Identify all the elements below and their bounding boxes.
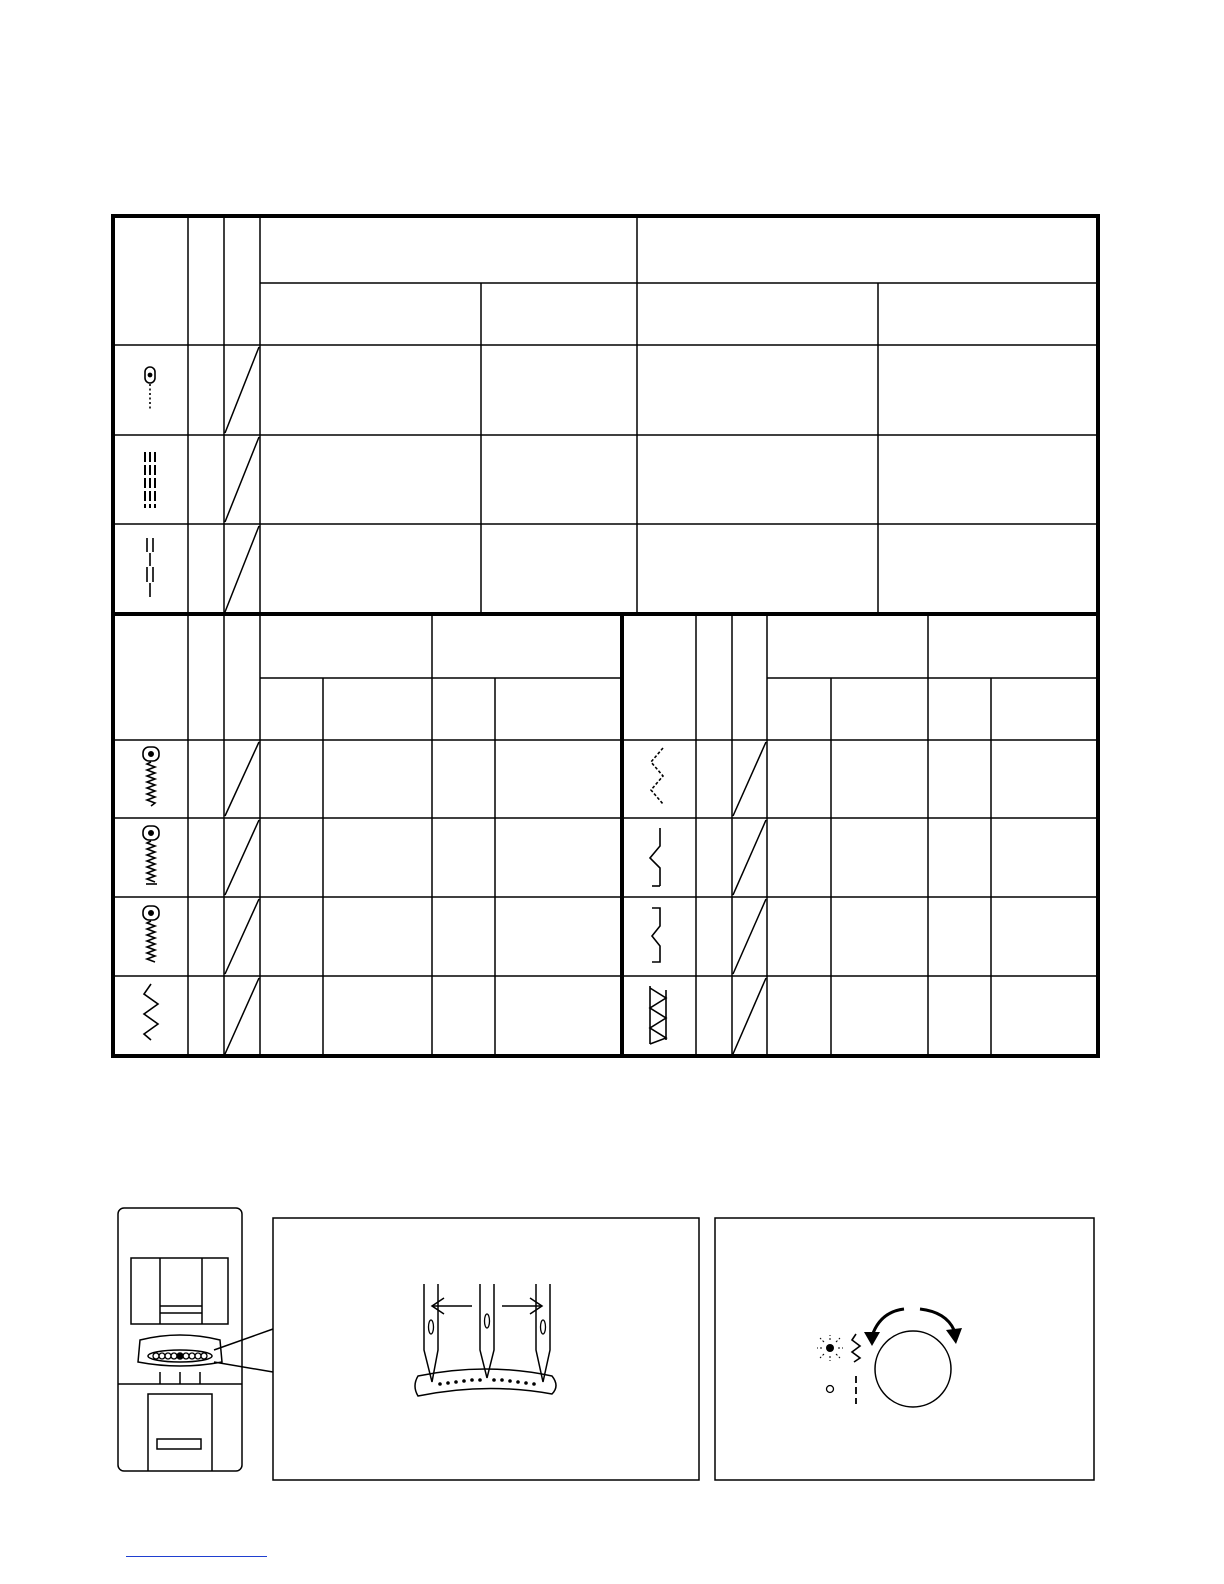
triple-straight-stitch-icon (145, 452, 155, 508)
zigzag-buttonhole-keyhole-icon (143, 747, 159, 806)
blind-hem-left-icon (650, 828, 660, 886)
three-step-zigzag-icon (651, 748, 663, 804)
footer-link[interactable] (126, 1556, 267, 1557)
triangle-overlock-icon (650, 986, 666, 1044)
stitch-width-dial-icon (715, 1218, 1094, 1480)
blind-hem-right-icon (652, 908, 660, 962)
stretch-straight-stitch-icon (147, 538, 153, 597)
lower-table (113, 614, 1098, 1056)
zigzag-buttonhole-rounded-icon (143, 906, 159, 962)
needle-position-icon (273, 1218, 699, 1480)
presser-foot-icon (118, 1208, 273, 1471)
zigzag-buttonhole-bartack-icon (143, 826, 159, 884)
zigzag-icon (144, 984, 158, 1040)
buttonhole-dotted-icon (145, 367, 155, 410)
upper-table (113, 216, 1098, 614)
